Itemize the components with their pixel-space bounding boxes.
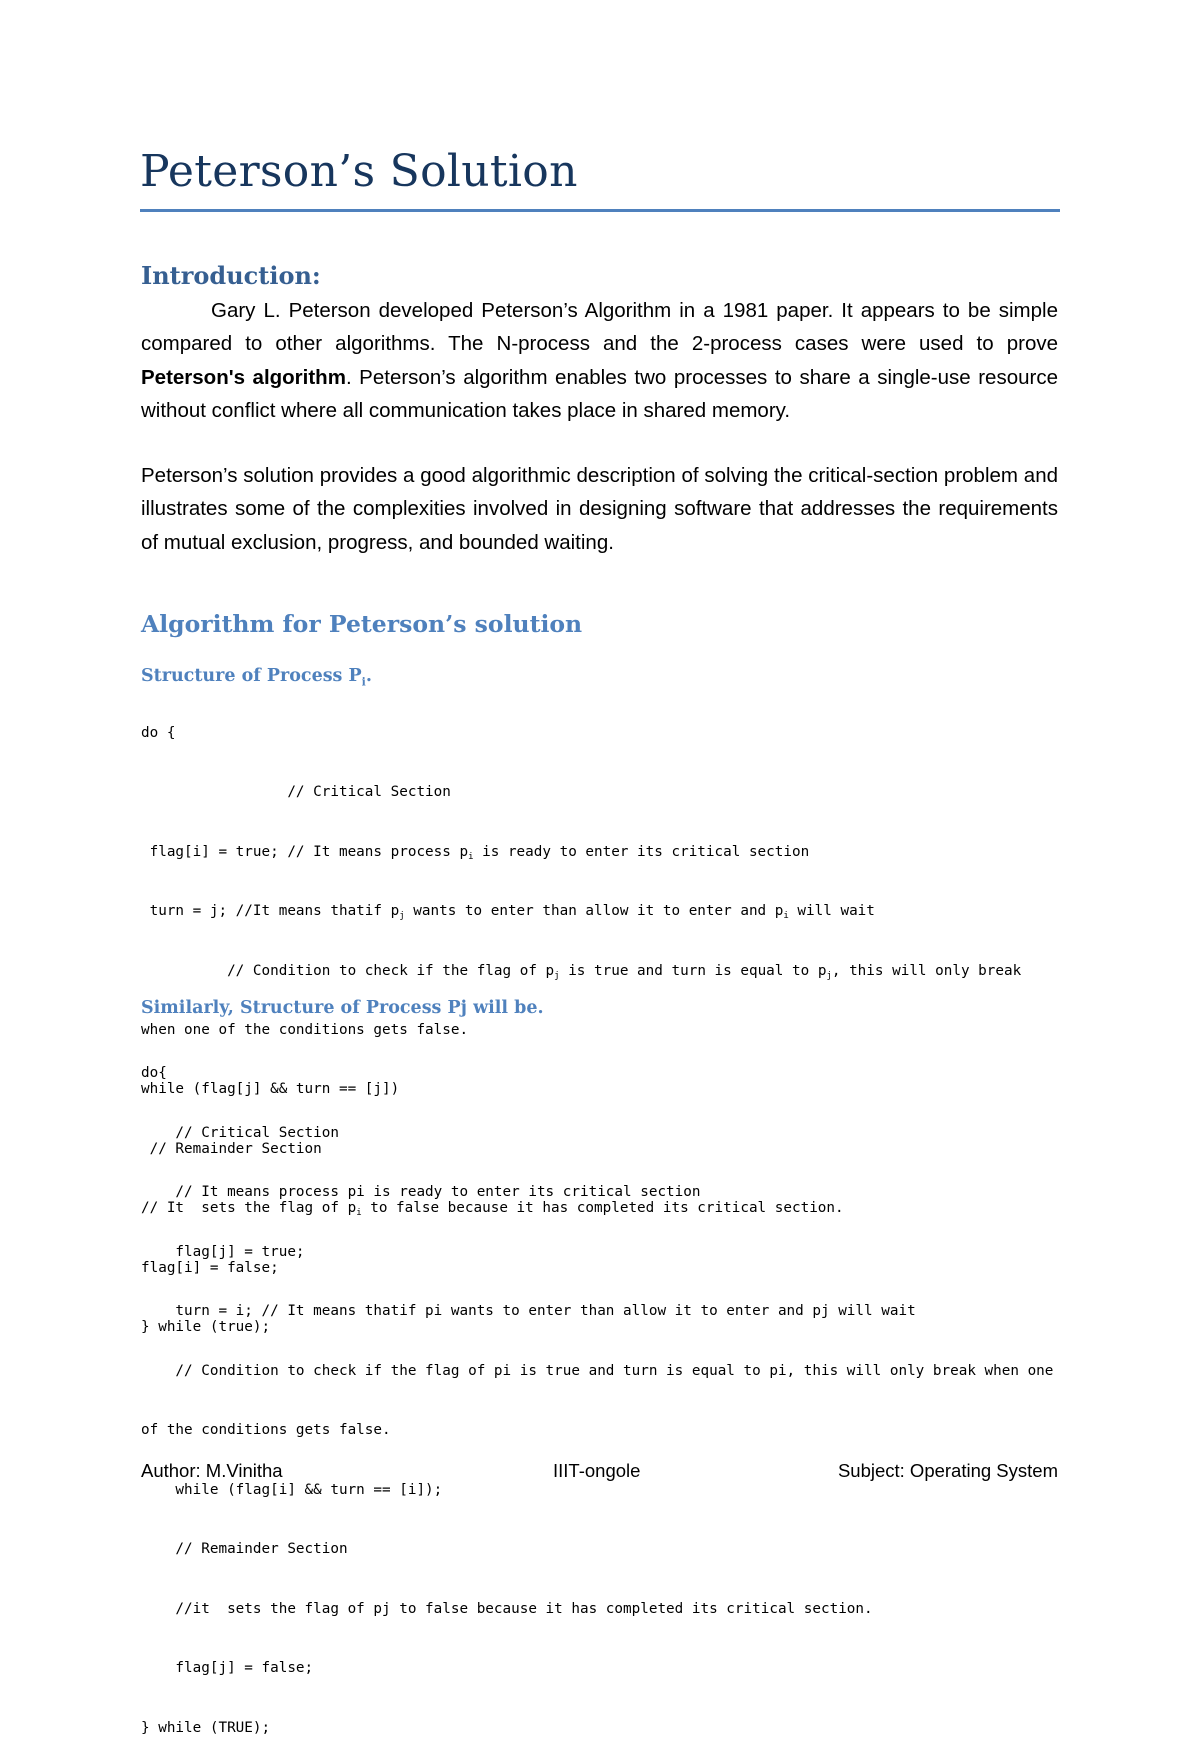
- structure-pi-subscript: i: [361, 675, 366, 689]
- code-subscript: j: [826, 970, 832, 981]
- intro-paragraph-1-text: Gary L. Peterson developed Peterson’s Algorithm in a 1981 paper. It appears to be simple compared to other algorithms. The N-process and the 2-process cases were used to prove: [141, 299, 1058, 356]
- code-line: do {: [141, 725, 176, 741]
- algorithm-heading: Algorithm for Peterson’s solution: [141, 610, 583, 638]
- code-line: // Condition to check if the flag of pi is true and turn is equal to pi, this will only break when one: [141, 1362, 1054, 1379]
- code-line: //it sets the flag of pj to false because it has completed its critical section.: [141, 1600, 873, 1617]
- code-line: flag[i] = false;: [141, 1259, 279, 1276]
- code-segment: // Condition to check if the flag of p: [141, 962, 555, 979]
- intro-paragraph-1: [141, 294, 1058, 427]
- footer-author: Author: M.Vinitha: [141, 1460, 283, 1481]
- code-line: } while (true);: [141, 1318, 271, 1335]
- code-segment: will wait: [788, 903, 875, 920]
- code-line: // Critical Section: [141, 784, 451, 801]
- code-segment: wants to enter than allow it to enter and p: [404, 903, 784, 920]
- code-segment: // It sets the flag of p: [141, 1200, 357, 1217]
- code-line: turn = i; // It means thatif pi wants to enter than allow it to enter and pj will wait: [141, 1303, 916, 1319]
- code-subscript: j: [554, 970, 560, 981]
- page-footer: [141, 1457, 1058, 1485]
- footer-institute: IIIT-ongole: [553, 1460, 641, 1481]
- code-line: } while (TRUE);: [141, 1719, 271, 1736]
- code-line: [141, 839, 1061, 866]
- code-line: // Remainder Section: [141, 1140, 322, 1157]
- code-line: // Remainder Section: [141, 1541, 348, 1557]
- intro-paragraph-2: Peterson’s solution provides a good algorithmic description of solving the critical-section problem and illustrates some of the complexities involved in designing software that addresses the requirements of mutual exclusion, progress, and bounded waiting.: [141, 464, 1058, 554]
- code-line: [141, 898, 1061, 925]
- code-segment: flag[i] = true; // It means process p: [141, 843, 469, 860]
- intro-paragraph-1-bold: Peterson's algorithm: [141, 365, 346, 389]
- code-line: while (flag[i] && turn == [i]);: [141, 1481, 443, 1498]
- footer-subject: Subject: Operating System: [837, 1460, 1058, 1481]
- structure-pi-heading-text: Structure of Process P: [141, 666, 362, 686]
- code-line: of the conditions gets false.: [141, 1422, 391, 1438]
- code-block-pj: [141, 1028, 1061, 1758]
- code-line: // It means process pi is ready to enter its critical section: [141, 1184, 701, 1200]
- code-line: flag[j] = false;: [141, 1660, 314, 1676]
- code-subscript: j: [399, 911, 405, 922]
- code-segment: , this will only break: [831, 962, 1022, 979]
- code-subscript: i: [468, 851, 474, 862]
- code-line: // Critical Section: [141, 1124, 339, 1141]
- title-divider: [140, 209, 1060, 212]
- introduction-heading: Introduction:: [141, 261, 321, 290]
- intro-paragraph-1-tail: . Peterson’s algorithm enables two processes to share a single-use resource without conflict where all communication takes place in shared memory.: [141, 365, 1058, 422]
- code-line: while (flag[j] && turn == [j]): [141, 1081, 400, 1098]
- structure-pi-heading-suffix: .: [365, 666, 372, 686]
- code-line: do{: [141, 1065, 167, 1081]
- code-line: [141, 958, 1061, 985]
- code-segment: to false because it has completed its critical section.: [361, 1200, 844, 1217]
- page-title: Peterson’s Solution: [140, 146, 578, 197]
- code-line: when one of the conditions gets false.: [141, 1021, 469, 1038]
- code-segment: turn = j; //It means thatif p: [141, 903, 400, 920]
- code-segment: is ready to enter its critical section: [473, 843, 810, 860]
- code-subscript: i: [356, 1208, 362, 1219]
- code-subscript: i: [783, 911, 789, 922]
- structure-pj-heading: Similarly, Structure of Process Pj will be.: [141, 998, 544, 1018]
- code-line: flag[j] = true;: [141, 1243, 305, 1260]
- code-segment: is true and turn is equal to p: [559, 962, 827, 979]
